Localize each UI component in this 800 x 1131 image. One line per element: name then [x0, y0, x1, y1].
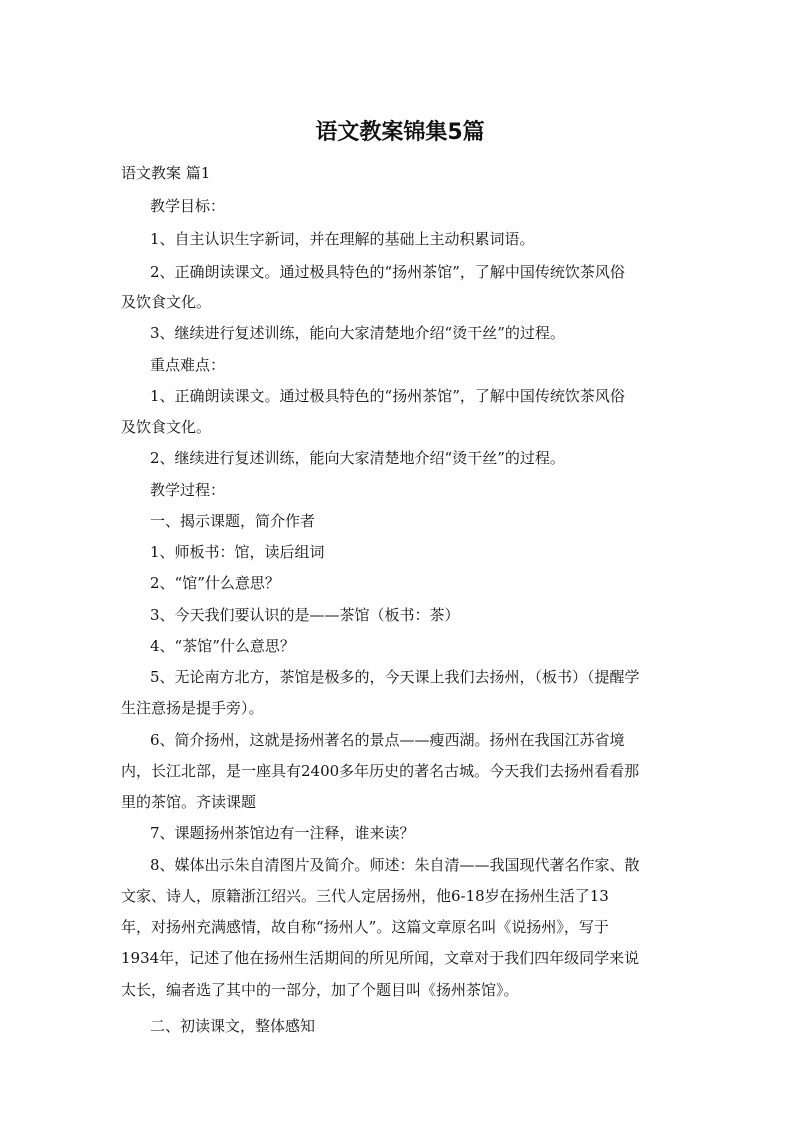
paragraph-line: 1、自主认识生字新词，并在理解的基础上主动积累词语。 — [150, 230, 535, 248]
document-title: 语文教案锦集5篇 — [315, 120, 485, 145]
paragraph-line: 2、继续进行复述训练，能向大家清楚地介绍“烫干丝”的过程。 — [150, 449, 565, 467]
paragraph-line: 教学目标： — [150, 197, 226, 215]
paragraph-line: 年，对扬州充满感情，故自称“扬州人”。这篇文章原名叫《说扬州》，写于 — [121, 918, 609, 936]
paragraph-line: 生注意扬是提手旁）。 — [121, 699, 264, 717]
section-heading: 语文教案 篇1 — [121, 164, 211, 182]
paragraph-line: 内，长江北部，是一座具有2400多年历史的著名古城。今天我们去扬州看看那 — [121, 762, 640, 780]
paragraph-line: 1、师板书：馆，读后组词 — [150, 543, 325, 561]
paragraph-line: 2、“馆”什么意思？ — [150, 574, 280, 592]
paragraph-line: 太长，编者选了其中的一部分，加了个题目叫《扬州茶馆》。 — [121, 981, 519, 999]
paragraph-line: 二、初读课文，整体感知 — [150, 1017, 316, 1035]
paragraph-line: 及饮食文化。 — [121, 418, 212, 436]
paragraph-line: 教学过程： — [150, 481, 226, 499]
paragraph-line: 重点难点： — [150, 356, 226, 374]
paragraph-line: 1934年，记述了他在扬州生活期间的所见所闻，文章对于我们四年级同学来说 — [121, 949, 640, 967]
paragraph-line: 6、简介扬州，这就是扬州著名的景点——瘦西湖。扬州在我国江苏省境 — [150, 731, 625, 749]
paragraph-line: 3、今天我们要认识的是——茶馆（板书：茶） — [150, 606, 460, 624]
paragraph-line: 8、媒体出示朱自清图片及简介。师述：朱自清——我国现代著名作家、散 — [150, 856, 640, 874]
paragraph-line: 1、正确朗读课文。通过极具特色的“扬州茶馆”，了解中国传统饮茶风俗 — [150, 387, 625, 405]
paragraph-line: 里的茶馆。齐读课题 — [121, 793, 257, 811]
paragraph-line: 一、揭示课题，简介作者 — [150, 512, 316, 530]
paragraph-line: 2、正确朗读课文。通过极具特色的“扬州茶馆”，了解中国传统饮茶风俗 — [150, 263, 625, 281]
paragraph-line: 3、继续进行复述训练，能向大家清楚地介绍“烫干丝”的过程。 — [150, 324, 565, 342]
paragraph-line: 5、无论南方北方，茶馆是极多的，今天课上我们去扬州，（板书）（提醒学 — [150, 668, 640, 686]
paragraph-line: 4、“茶馆”什么意思？ — [150, 637, 295, 655]
paragraph-line: 及饮食文化。 — [121, 293, 212, 311]
paragraph-line: 7、课题扬州茶馆边有一注释，谁来读？ — [150, 824, 415, 842]
paragraph-line: 文家、诗人，原籍浙江绍兴。三代人定居扬州，他6-18岁在扬州生活了13 — [121, 887, 609, 905]
